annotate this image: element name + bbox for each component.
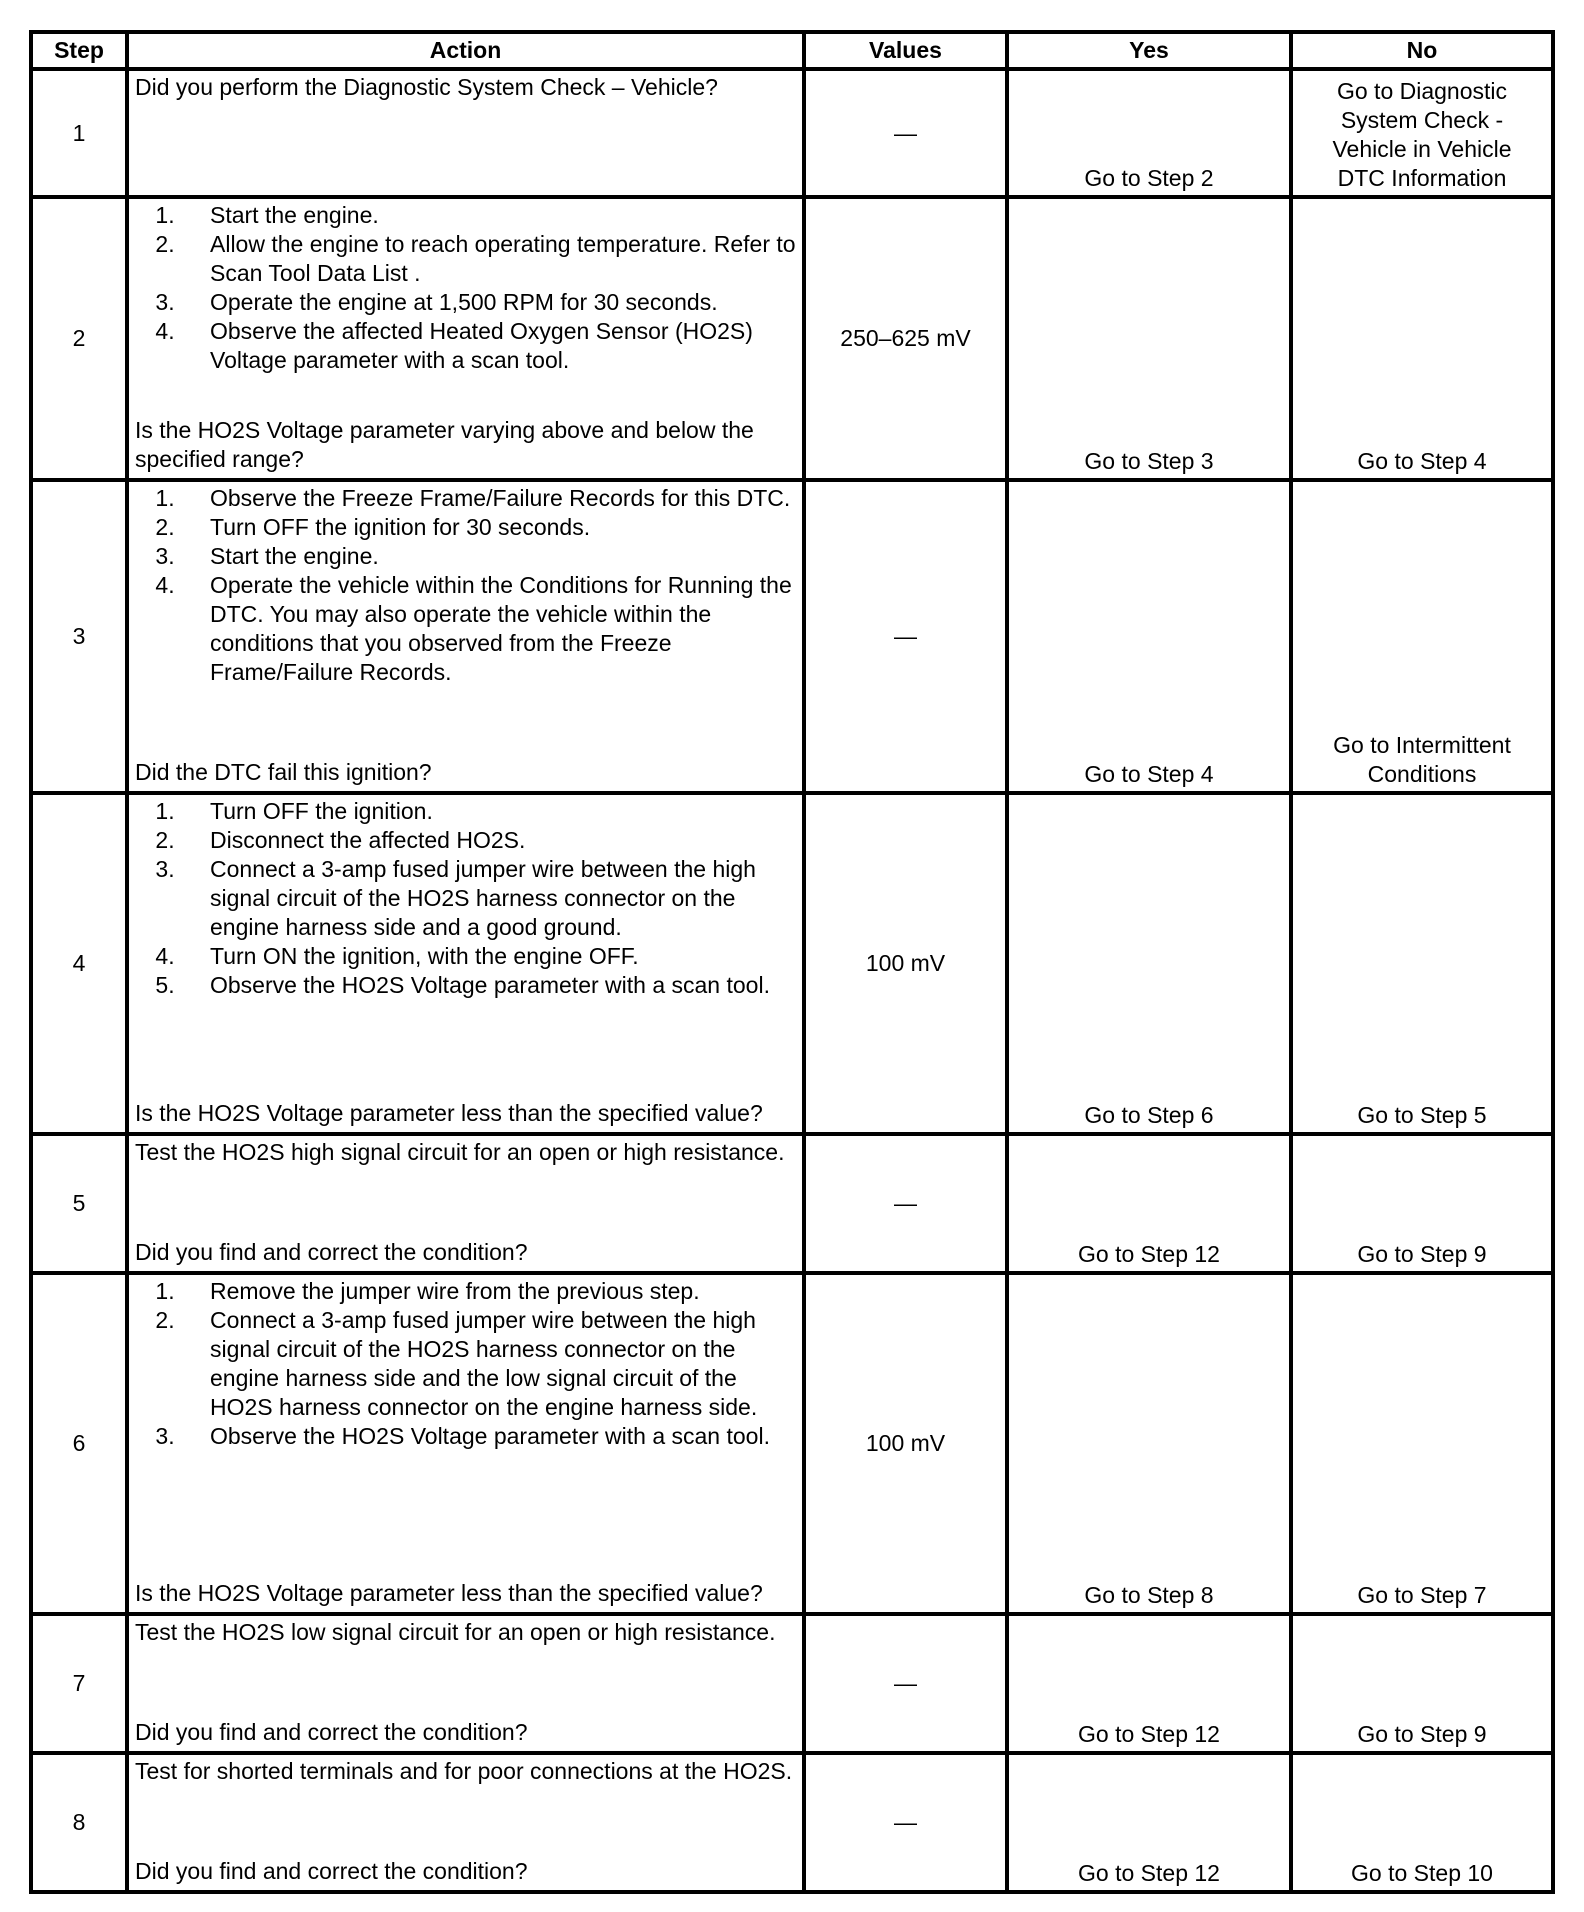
action-step-item: 1. Start the engine. [181, 201, 796, 230]
action-step-item: 3. Operate the engine at 1,500 RPM for 30 seconds. [181, 288, 796, 317]
no-cell: Go to Step 9 [1291, 1134, 1553, 1273]
action-question: Did you find and correct the condition? [135, 1239, 528, 1265]
step-number: 5 [31, 1134, 127, 1273]
action-step-item: 1. Remove the jumper wire from the previous step. [181, 1277, 796, 1306]
table-row [31, 197, 1553, 480]
no-cell: Go to Step 5 [1291, 793, 1553, 1134]
yes-cell: Go to Step 4 [1007, 480, 1291, 793]
action-question: Is the HO2S Voltage parameter less than the specified value? [135, 1580, 763, 1606]
action-cell [127, 197, 804, 480]
yes-cell: Go to Step 12 [1007, 1753, 1291, 1892]
action-step-item: 4. Operate the vehicle within the Conditions for Running the DTC. You may also operate the vehicle within the conditions that you observed from the Freeze Frame/Failure Records. [181, 571, 796, 687]
no-cell: Go to Step 9 [1291, 1614, 1553, 1753]
no-cell: Go to Step 7 [1291, 1273, 1553, 1614]
no-cell: Go to Intermittent Conditions [1291, 480, 1553, 793]
action-cell [127, 480, 804, 793]
step-number: 1 [31, 69, 127, 197]
no-cell: Go to Diagnostic System Check - Vehicle in Vehicle DTC Information [1291, 69, 1553, 197]
action-step-item: 2. Disconnect the affected HO2S. [181, 826, 796, 855]
action-intro: Test for shorted terminals and for poor connections at the HO2S. [135, 1758, 793, 1784]
table-row [31, 793, 1553, 1134]
yes-cell: Go to Step 12 [1007, 1134, 1291, 1273]
action-question: Did you find and correct the condition? [135, 1719, 528, 1745]
step-number: 7 [31, 1614, 127, 1753]
value-cell: — [804, 1134, 1007, 1273]
action-cell [127, 1753, 804, 1892]
yes-cell: Go to Step 6 [1007, 793, 1291, 1134]
value-cell: 250–625 mV [804, 197, 1007, 480]
value-cell: — [804, 1614, 1007, 1753]
action-steps-list [135, 1277, 796, 1451]
value-cell: — [804, 69, 1007, 197]
action-cell [127, 69, 804, 197]
table-row [31, 480, 1553, 793]
value-cell: 100 mV [804, 1273, 1007, 1614]
no-cell: Go to Step 4 [1291, 197, 1553, 480]
action-step-item: 4. Observe the affected Heated Oxygen Sensor (HO2S) Voltage parameter with a scan tool. [181, 317, 796, 375]
action-steps-list [135, 484, 796, 687]
yes-cell: Go to Step 2 [1007, 69, 1291, 197]
yes-cell: Go to Step 8 [1007, 1273, 1291, 1614]
action-step-item: 2. Allow the engine to reach operating temperature. Refer to Scan Tool Data List . [181, 230, 796, 288]
action-question: Did the DTC fail this ignition? [135, 759, 432, 785]
table-row [31, 1134, 1553, 1273]
value-cell: — [804, 480, 1007, 793]
step-number: 8 [31, 1753, 127, 1892]
no-cell: Go to Step 10 [1291, 1753, 1553, 1892]
step-number: 2 [31, 197, 127, 480]
step-number: 4 [31, 793, 127, 1134]
action-step-item: 5. Observe the HO2S Voltage parameter with a scan tool. [181, 971, 796, 1000]
header-values: Values [804, 32, 1007, 69]
header-yes: Yes [1007, 32, 1291, 69]
table-row [31, 69, 1553, 197]
table-row [31, 1614, 1553, 1753]
value-cell: 100 mV [804, 793, 1007, 1134]
action-question: Is the HO2S Voltage parameter varying above and below the specified range? [135, 417, 754, 472]
action-step-item: 3. Observe the HO2S Voltage parameter with a scan tool. [181, 1422, 796, 1451]
action-intro: Test the HO2S high signal circuit for an open or high resistance. [135, 1139, 785, 1165]
header-step: Step [31, 32, 127, 69]
action-step-item: 1. Observe the Freeze Frame/Failure Records for this DTC. [181, 484, 796, 513]
action-step-item: 4. Turn ON the ignition, with the engine OFF. [181, 942, 796, 971]
yes-cell: Go to Step 12 [1007, 1614, 1291, 1753]
action-step-item: 3. Connect a 3-amp fused jumper wire between the high signal circuit of the HO2S harness connector on the engine harness side and a good ground. [181, 855, 796, 942]
action-question: Did you find and correct the condition? [135, 1858, 528, 1884]
action-cell [127, 1614, 804, 1753]
value-cell: — [804, 1753, 1007, 1892]
table-row [31, 1273, 1553, 1614]
action-cell [127, 1134, 804, 1273]
header-action: Action [127, 32, 804, 69]
action-step-item: 1. Turn OFF the ignition. [181, 797, 796, 826]
diagnostic-table [29, 30, 1555, 1894]
action-question: Is the HO2S Voltage parameter less than the specified value? [135, 1100, 763, 1126]
header-row [31, 32, 1553, 69]
action-step-item: 2. Turn OFF the ignition for 30 seconds. [181, 513, 796, 542]
header-no: No [1291, 32, 1553, 69]
action-step-item: 2. Connect a 3-amp fused jumper wire between the high signal circuit of the HO2S harness connector on the engine harness side and the low signal circuit of the HO2S harness connector on the engine harness side. [181, 1306, 796, 1422]
yes-cell: Go to Step 3 [1007, 197, 1291, 480]
action-steps-list [135, 201, 796, 375]
step-number: 6 [31, 1273, 127, 1614]
action-intro: Test the HO2S low signal circuit for an open or high resistance. [135, 1619, 776, 1645]
step-number: 3 [31, 480, 127, 793]
action-question: Did you perform the Diagnostic System Check – Vehicle? [135, 74, 718, 100]
action-steps-list [135, 797, 796, 1000]
action-step-item: 3. Start the engine. [181, 542, 796, 571]
table-row [31, 1753, 1553, 1892]
action-cell [127, 793, 804, 1134]
action-cell [127, 1273, 804, 1614]
